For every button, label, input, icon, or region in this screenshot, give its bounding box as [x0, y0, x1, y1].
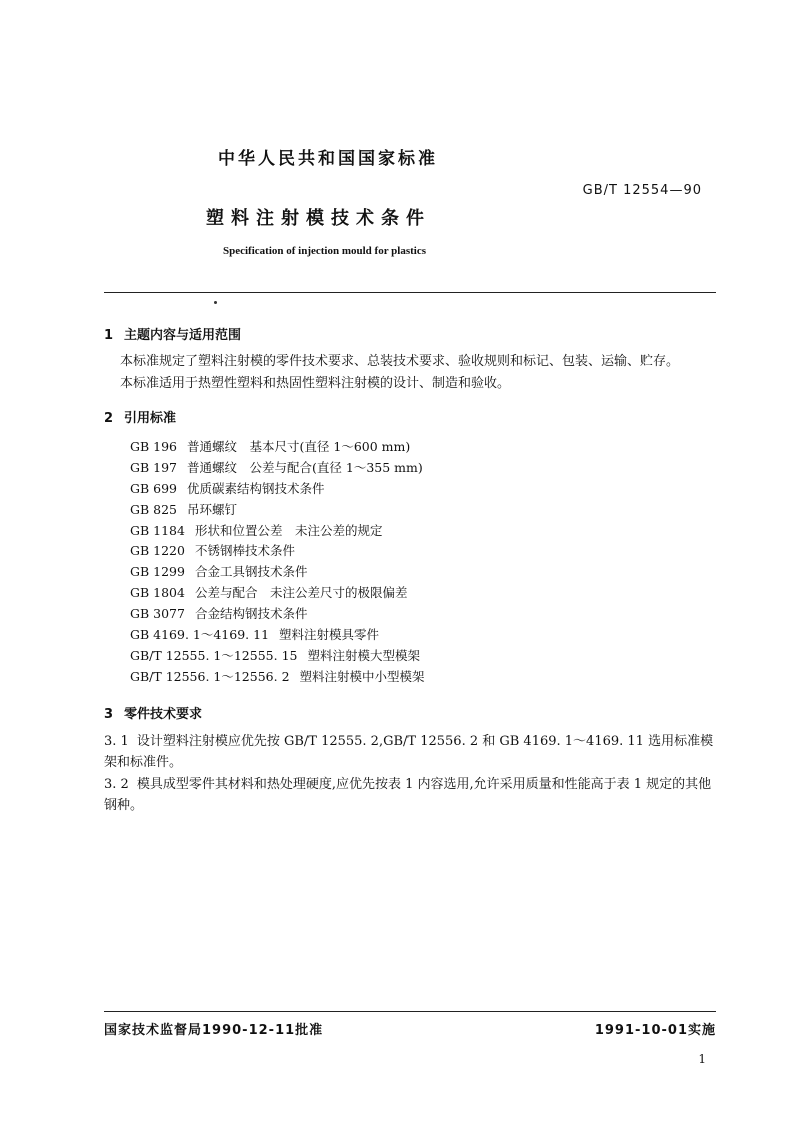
page-number: 1	[698, 1052, 706, 1066]
reference-code: GB 4169. 1～4169. 11	[130, 627, 270, 643]
reference-item	[130, 583, 425, 604]
section-2-heading	[104, 407, 176, 426]
reference-item	[130, 479, 425, 500]
reference-name: 普通螺纹 基本尺寸(直径 1～600 mm)	[187, 439, 411, 454]
header-divider	[104, 292, 716, 293]
section-title: 零件技术要求	[124, 707, 203, 722]
clause-number: 3. 1	[104, 734, 129, 749]
section-3-heading	[104, 703, 202, 722]
section-1-paragraph: 本标准规定了塑料注射模的零件技术要求、总装技术要求、验收规则和标记、包装、运输、贮存。	[120, 354, 680, 369]
clause-text: 设计塑料注射模应优先按 GB/T 12555. 2,GB/T 12556. 2 和 GB 4169. 1～4169. 11 选用标准模架和标准件。	[104, 734, 714, 770]
approval-line: 国家技术监督局1990-12-11批准	[104, 1023, 324, 1038]
reference-code: GB 1184	[130, 522, 185, 538]
reference-code: GB 699	[130, 480, 178, 496]
section-number: 3	[104, 707, 114, 722]
reference-item	[130, 458, 425, 479]
reference-name: 塑料注射模大型模架	[307, 647, 420, 663]
reference-code: GB 197	[130, 459, 178, 475]
reference-name: 吊环螺钉	[187, 501, 238, 517]
english-subtitle: Specification of injection mould for plastics	[223, 245, 426, 257]
reference-item	[130, 646, 425, 667]
reference-name: 塑料注射模中小型模架	[299, 668, 425, 684]
reference-name: 合金结构钢技术条件	[194, 606, 308, 622]
reference-name: 不锈钢棒技术条件	[194, 543, 295, 559]
section-number: 1	[104, 328, 114, 343]
reference-code: GB/T 12555. 1～12555. 15	[130, 647, 298, 663]
standard-code: GB/T 12554—90	[582, 183, 702, 198]
reference-name: 普通螺纹 公差与配合(直径 1～355 mm)	[187, 459, 423, 475]
implementation-date: 1991-10-01实施	[594, 1023, 716, 1038]
section-1-heading	[104, 324, 241, 343]
section-title: 引用标准	[124, 411, 177, 426]
section-title: 主题内容与适用范围	[124, 328, 242, 343]
reference-item	[130, 604, 425, 625]
clause-number: 3. 2	[104, 777, 129, 792]
reference-item	[130, 625, 425, 646]
clause-3-2	[104, 774, 716, 816]
reference-name: 形状和位置公差 未注公差的规定	[194, 522, 383, 538]
footer-divider	[104, 1011, 716, 1012]
reference-item	[130, 667, 425, 688]
reference-item	[130, 562, 425, 583]
national-standard-heading: 中华人民共和国国家标准	[218, 149, 438, 169]
reference-name: 合金工具钢技术条件	[194, 564, 308, 580]
reference-name: 优质碳素结构钢技术条件	[187, 480, 325, 496]
reference-item	[130, 500, 425, 521]
reference-item	[130, 437, 425, 458]
reference-list	[130, 437, 425, 688]
reference-code: GB 1220	[130, 543, 185, 559]
reference-name: 公差与配合 未注公差尺寸的极限偏差	[194, 585, 408, 601]
document-title: 塑料注射模技术条件	[206, 208, 431, 229]
clause-3-1	[104, 731, 716, 773]
clause-text: 模具成型零件其材料和热处理硬度,应优先按表 1 内容选用,允许采用质量和性能高于表 1 规定的其他钢种。	[104, 777, 712, 813]
scan-dot	[214, 301, 217, 304]
section-1-paragraph: 本标准适用于热塑性塑料和热固性塑料注射模的设计、制造和验收。	[120, 376, 511, 391]
reference-item	[130, 521, 425, 542]
reference-item	[130, 541, 425, 562]
reference-code: GB 1299	[130, 564, 185, 580]
reference-code: GB 1804	[130, 585, 185, 601]
reference-code: GB 825	[130, 501, 178, 517]
section-number: 2	[104, 411, 114, 426]
reference-code: GB 196	[130, 439, 178, 454]
reference-code: GB/T 12556. 1～12556. 2	[130, 668, 290, 684]
reference-name: 塑料注射模具零件	[279, 627, 380, 643]
reference-code: GB 3077	[130, 606, 185, 622]
